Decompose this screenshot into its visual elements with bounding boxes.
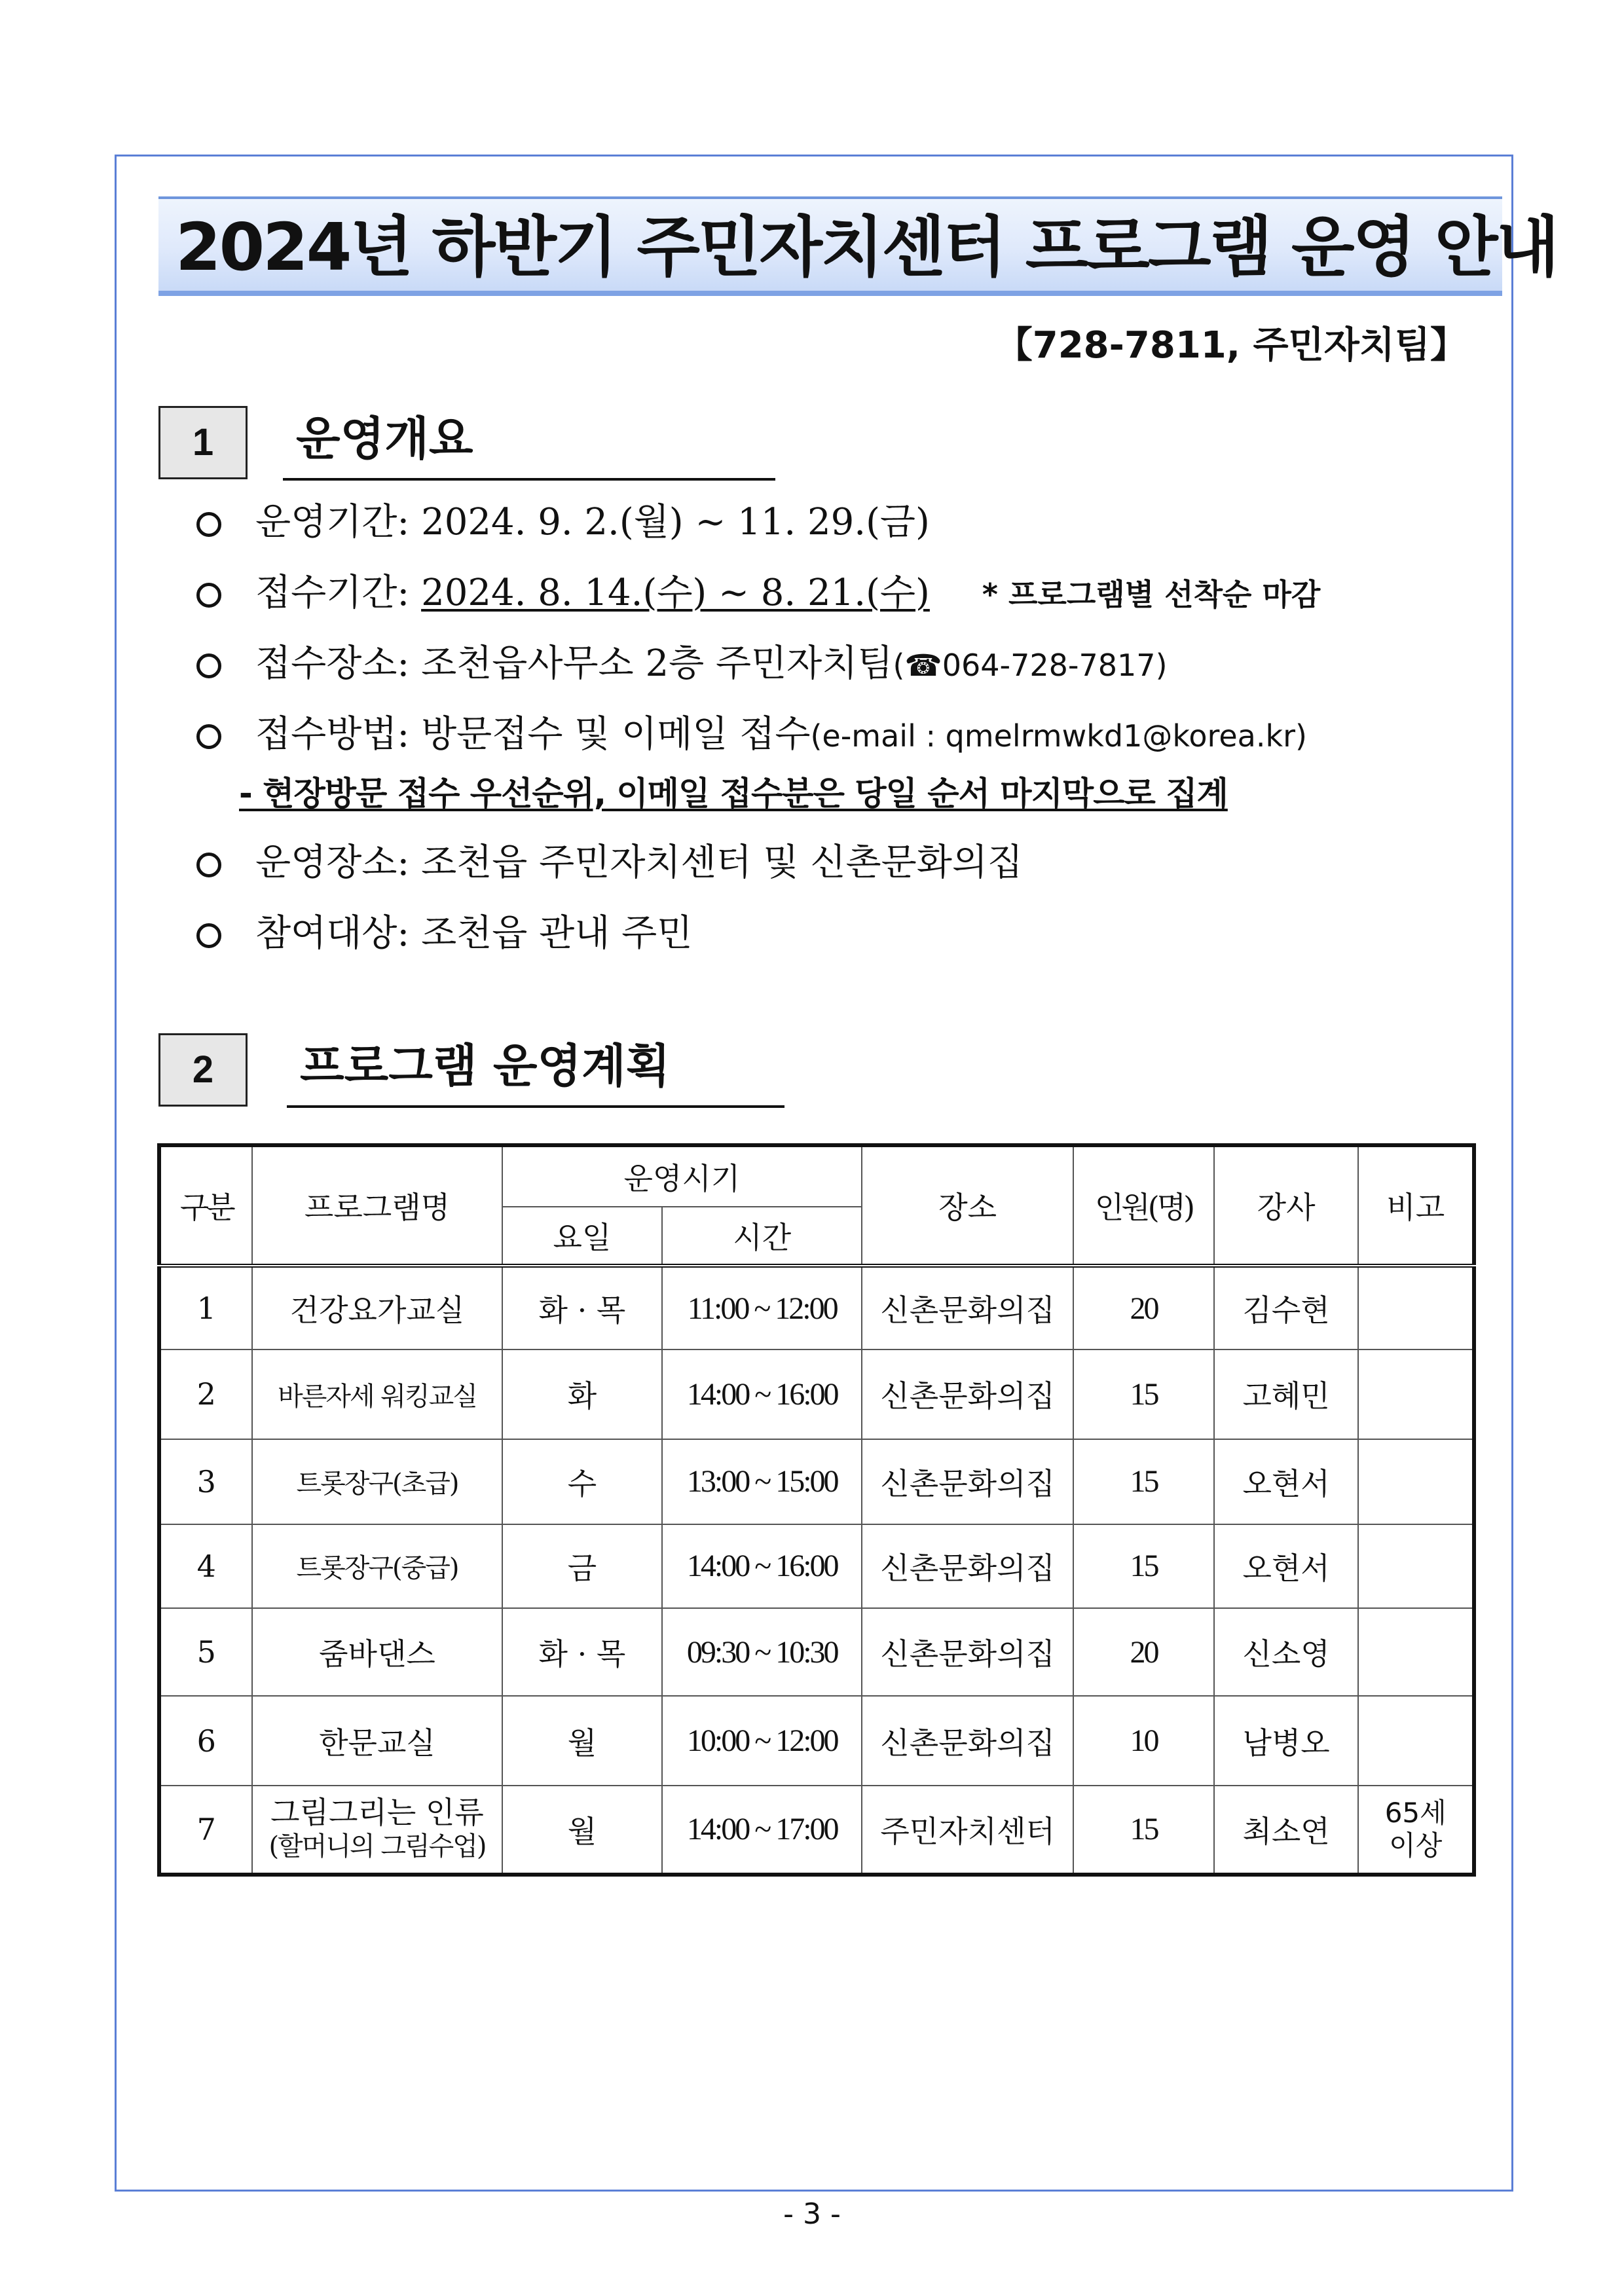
cell-capacity: 15 bbox=[1073, 1786, 1214, 1875]
item-label: 접수장소: bbox=[255, 642, 410, 685]
table-row bbox=[159, 1524, 1474, 1608]
cell-capacity: 20 bbox=[1073, 1608, 1214, 1696]
item-label: 접수기간: bbox=[255, 572, 410, 614]
section-title-2: 프로그램 운영계획 bbox=[300, 1039, 671, 1093]
remarks-line2: 이상 bbox=[1389, 1829, 1443, 1862]
overview-item-target bbox=[196, 901, 692, 966]
item-value: 2024. 8. 14.(수) ~ 8. 21.(수) bbox=[421, 572, 930, 614]
program-schedule-table bbox=[157, 1143, 1476, 1877]
cell-capacity: 15 bbox=[1073, 1439, 1214, 1524]
cell-no: 7 bbox=[159, 1786, 252, 1875]
cell-place: 신촌문화의집 bbox=[862, 1696, 1073, 1785]
header-instructor: 강사 bbox=[1214, 1145, 1359, 1266]
overview-item-venue bbox=[196, 830, 1023, 896]
page-number: - 3 - bbox=[783, 2197, 841, 2231]
cell-instructor: 오현서 bbox=[1214, 1439, 1359, 1524]
table-row bbox=[159, 1608, 1474, 1696]
cell-capacity: 15 bbox=[1073, 1349, 1214, 1439]
cell-day: 수 bbox=[502, 1439, 663, 1524]
cell-no: 4 bbox=[159, 1524, 252, 1608]
cell-day: 금 bbox=[502, 1524, 663, 1608]
cell-day: 월 bbox=[502, 1696, 663, 1785]
item-label: 운영기간: bbox=[255, 501, 410, 543]
circle-bullet-icon bbox=[196, 923, 221, 948]
section-number-1: 1 bbox=[158, 406, 248, 479]
cell-time: 13:00 ~ 15:00 bbox=[662, 1439, 862, 1524]
cell-place: 신촌문화의집 bbox=[862, 1266, 1073, 1349]
cell-day: 화 bbox=[502, 1349, 663, 1439]
program-name-line2: (할머니의 그림수업) bbox=[268, 1831, 486, 1862]
cell-time: 11:00 ~ 12:00 bbox=[662, 1266, 862, 1349]
item-value: 방문접수 및 이메일 접수 bbox=[421, 713, 811, 756]
cell-place: 신촌문화의집 bbox=[862, 1349, 1073, 1439]
cell-capacity: 10 bbox=[1073, 1696, 1214, 1785]
cell-program: 한문교실 bbox=[252, 1696, 502, 1785]
cell-place: 신촌문화의집 bbox=[862, 1608, 1073, 1696]
cell-program: 건강요가교실 bbox=[252, 1266, 502, 1349]
cell-capacity: 20 bbox=[1073, 1266, 1214, 1349]
cell-time: 09:30 ~ 10:30 bbox=[662, 1608, 862, 1696]
cell-day: 화 · 목 bbox=[502, 1608, 663, 1696]
phone-number: (☎064-728-7817) bbox=[893, 648, 1168, 683]
table-row bbox=[159, 1439, 1474, 1524]
cell-time: 14:00 ~ 16:00 bbox=[662, 1349, 862, 1439]
cell-no: 2 bbox=[159, 1349, 252, 1439]
header-program: 프로그램명 bbox=[252, 1145, 502, 1266]
header-place: 장소 bbox=[862, 1145, 1073, 1266]
cell-instructor: 남병오 bbox=[1214, 1696, 1359, 1785]
overview-item-reception-place bbox=[196, 631, 1168, 697]
cell-instructor: 신소영 bbox=[1214, 1608, 1359, 1696]
header-day: 요일 bbox=[502, 1207, 663, 1266]
cell-remarks bbox=[1358, 1696, 1474, 1785]
section-underline-1 bbox=[283, 478, 775, 481]
item-value: 조천읍사무소 2층 주민자치팀 bbox=[421, 642, 893, 685]
first-come-note: * 프로그램별 선착순 마감 bbox=[982, 577, 1321, 612]
cell-remarks bbox=[1358, 1524, 1474, 1608]
overview-item-period bbox=[196, 490, 930, 555]
cell-instructor: 최소연 bbox=[1214, 1786, 1359, 1875]
cell-no: 6 bbox=[159, 1696, 252, 1785]
cell-remarks bbox=[1358, 1266, 1474, 1349]
cell-instructor: 김수현 bbox=[1214, 1266, 1359, 1349]
item-label: 접수방법: bbox=[255, 713, 410, 756]
item-value: 조천읍 관내 주민 bbox=[421, 912, 693, 955]
contact-info: 【728-7811, 주민자치팀】 bbox=[995, 324, 1467, 367]
table-row bbox=[159, 1786, 1474, 1875]
section-number-2: 2 bbox=[158, 1033, 248, 1107]
item-value: 2024. 9. 2.(월) ~ 11. 29.(금) bbox=[421, 501, 930, 543]
cell-remarks bbox=[1358, 1608, 1474, 1696]
cell-day: 화 · 목 bbox=[502, 1266, 663, 1349]
table-row bbox=[159, 1266, 1474, 1349]
remarks-line1: 65세 bbox=[1384, 1796, 1447, 1829]
cell-program: 트롯장구(중급) bbox=[252, 1524, 502, 1608]
reception-priority-note: - 현장방문 접수 우선순위, 이메일 접수분은 당일 순서 마지막으로 집계 bbox=[239, 775, 1228, 813]
cell-no: 5 bbox=[159, 1608, 252, 1696]
circle-bullet-icon bbox=[196, 653, 221, 678]
circle-bullet-icon bbox=[196, 853, 221, 877]
item-label: 참여대상: bbox=[255, 912, 410, 955]
circle-bullet-icon bbox=[196, 583, 221, 608]
cell-remarks bbox=[1358, 1439, 1474, 1524]
table-header-row bbox=[159, 1145, 1474, 1207]
header-remarks: 비고 bbox=[1358, 1145, 1474, 1266]
circle-bullet-icon bbox=[196, 724, 221, 749]
email-address: (e-mail : qmelrmwkd1@korea.kr) bbox=[810, 718, 1307, 754]
cell-time: 14:00 ~ 16:00 bbox=[662, 1524, 862, 1608]
overview-item-reception-period bbox=[196, 560, 1320, 626]
item-value: 조천읍 주민자치센터 및 신촌문화의집 bbox=[421, 841, 1024, 884]
document-title: 2024년 하반기 주민자치센터 프로그램 운영 안내 bbox=[175, 209, 1558, 285]
cell-capacity: 15 bbox=[1073, 1524, 1214, 1608]
section-underline-2 bbox=[287, 1105, 784, 1108]
cell-remarks bbox=[1358, 1349, 1474, 1439]
cell-no: 1 bbox=[159, 1266, 252, 1349]
section-title-1: 운영개요 bbox=[296, 412, 473, 466]
cell-program: 줌바댄스 bbox=[252, 1608, 502, 1696]
header-no: 구분 bbox=[159, 1145, 252, 1266]
item-label: 운영장소: bbox=[255, 841, 410, 884]
cell-program: 트롯장구(초급) bbox=[252, 1439, 502, 1524]
program-name-line1: 그림그리는 인류 bbox=[270, 1794, 484, 1830]
header-capacity: 인원(명) bbox=[1073, 1145, 1214, 1266]
cell-no: 3 bbox=[159, 1439, 252, 1524]
cell-instructor: 오현서 bbox=[1214, 1524, 1359, 1608]
table-row bbox=[159, 1696, 1474, 1785]
cell-remarks bbox=[1358, 1786, 1474, 1875]
header-time: 시간 bbox=[662, 1207, 862, 1266]
cell-program: 바른자세 워킹교실 bbox=[252, 1349, 502, 1439]
cell-program bbox=[252, 1786, 502, 1875]
cell-place: 신촌문화의집 bbox=[862, 1439, 1073, 1524]
overview-item-reception-method bbox=[196, 702, 1307, 767]
cell-place: 주민자치센터 bbox=[862, 1786, 1073, 1875]
cell-place: 신촌문화의집 bbox=[862, 1524, 1073, 1608]
cell-time: 10:00 ~ 12:00 bbox=[662, 1696, 862, 1785]
cell-day: 월 bbox=[502, 1786, 663, 1875]
table-row bbox=[159, 1349, 1474, 1439]
circle-bullet-icon bbox=[196, 512, 221, 537]
header-period: 운영시기 bbox=[502, 1145, 862, 1207]
cell-instructor: 고혜민 bbox=[1214, 1349, 1359, 1439]
cell-time: 14:00 ~ 17:00 bbox=[662, 1786, 862, 1875]
